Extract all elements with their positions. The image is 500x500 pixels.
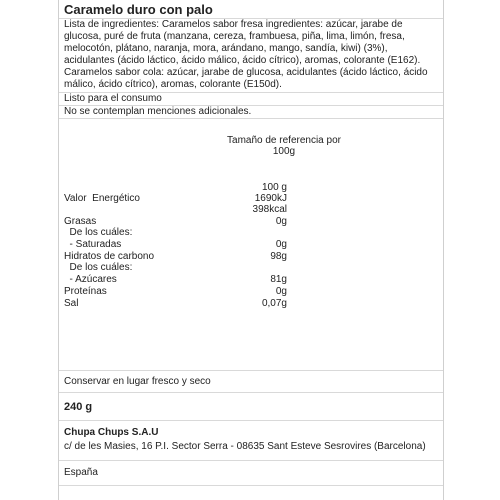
- nutrient-label: De los cuáles:: [64, 227, 133, 238]
- nutrient-label: Sal: [64, 298, 79, 309]
- ingredients-line: glucosa, puré de fruta (manzana, cereza, frambuesa, piña, lima, limón, fresa,: [64, 31, 405, 43]
- usage-text: Listo para el consumo: [64, 93, 162, 104]
- nutrient-label: - Azúcares: [64, 274, 117, 285]
- nutrient-value: 1690kJ: [254, 193, 287, 204]
- ingredients-line: acidulantes (ácido láctico, ácido málico, ácido cítrico), aromas, colorante (E162).: [64, 55, 421, 67]
- ingredients-line: Lista de ingredientes: Caramelos sabor fresa ingredientes: azúcar, jarabe de: [64, 19, 403, 30]
- divider: [59, 420, 443, 421]
- nutrient-label: De los cuáles:: [64, 262, 133, 273]
- mentions-text: No se contemplan menciones adicionales.: [64, 106, 252, 117]
- nutrient-label: Hidratos de carbono: [64, 251, 155, 262]
- divider: [59, 392, 443, 393]
- ingredients-line: málico, ácido cítrico), aromas, colorante (E150d).: [64, 79, 282, 91]
- nutrient-label: Grasas: [64, 216, 97, 227]
- net-weight: 240 g: [64, 401, 93, 413]
- storage-text: Conservar en lugar fresco y seco: [64, 376, 211, 387]
- nutrient-value: 98g: [270, 251, 287, 262]
- product-info-card: [58, 0, 444, 500]
- divider: [59, 118, 443, 119]
- nutrient-label: Proteínas: [64, 286, 107, 297]
- nutrient-value: 0g: [275, 286, 287, 297]
- nutrient-value: 0,07g: [261, 298, 287, 309]
- nutrient-label: - Saturadas: [64, 239, 122, 250]
- nutrient-value: 398kcal: [252, 204, 287, 215]
- ingredients-line: Caramelos sabor cola: azúcar, jarabe de glucosa, acidulantes (ácido láctico, ácido: [64, 67, 428, 79]
- divider: [59, 485, 443, 486]
- per-100g-label: 100 g: [261, 182, 287, 193]
- reference-size-label: Tamaño de referencia por: [227, 135, 341, 146]
- nutrient-label: Valor Energético: [64, 193, 140, 204]
- ingredients-list: [59, 19, 443, 92]
- company-address: c/ de les Masies, 16 P.I. Sector Serra - 08635 Sant Esteve Sesrovires (Barcelona): [64, 441, 426, 452]
- country-text: España: [64, 467, 98, 478]
- product-title: Caramelo duro con palo: [64, 2, 213, 17]
- ingredients-line: melocotón, plátano, naranja, mora, arándano, mango, sandía, kiwi) (3%),: [64, 43, 388, 55]
- nutrient-value: 0g: [275, 216, 287, 227]
- nutrient-value: 81g: [270, 274, 287, 285]
- divider: [59, 370, 443, 371]
- reference-size-value: 100g: [272, 146, 296, 157]
- nutrient-value: 0g: [275, 239, 287, 250]
- company-name: Chupa Chups S.A.U: [64, 427, 159, 438]
- divider: [59, 460, 443, 461]
